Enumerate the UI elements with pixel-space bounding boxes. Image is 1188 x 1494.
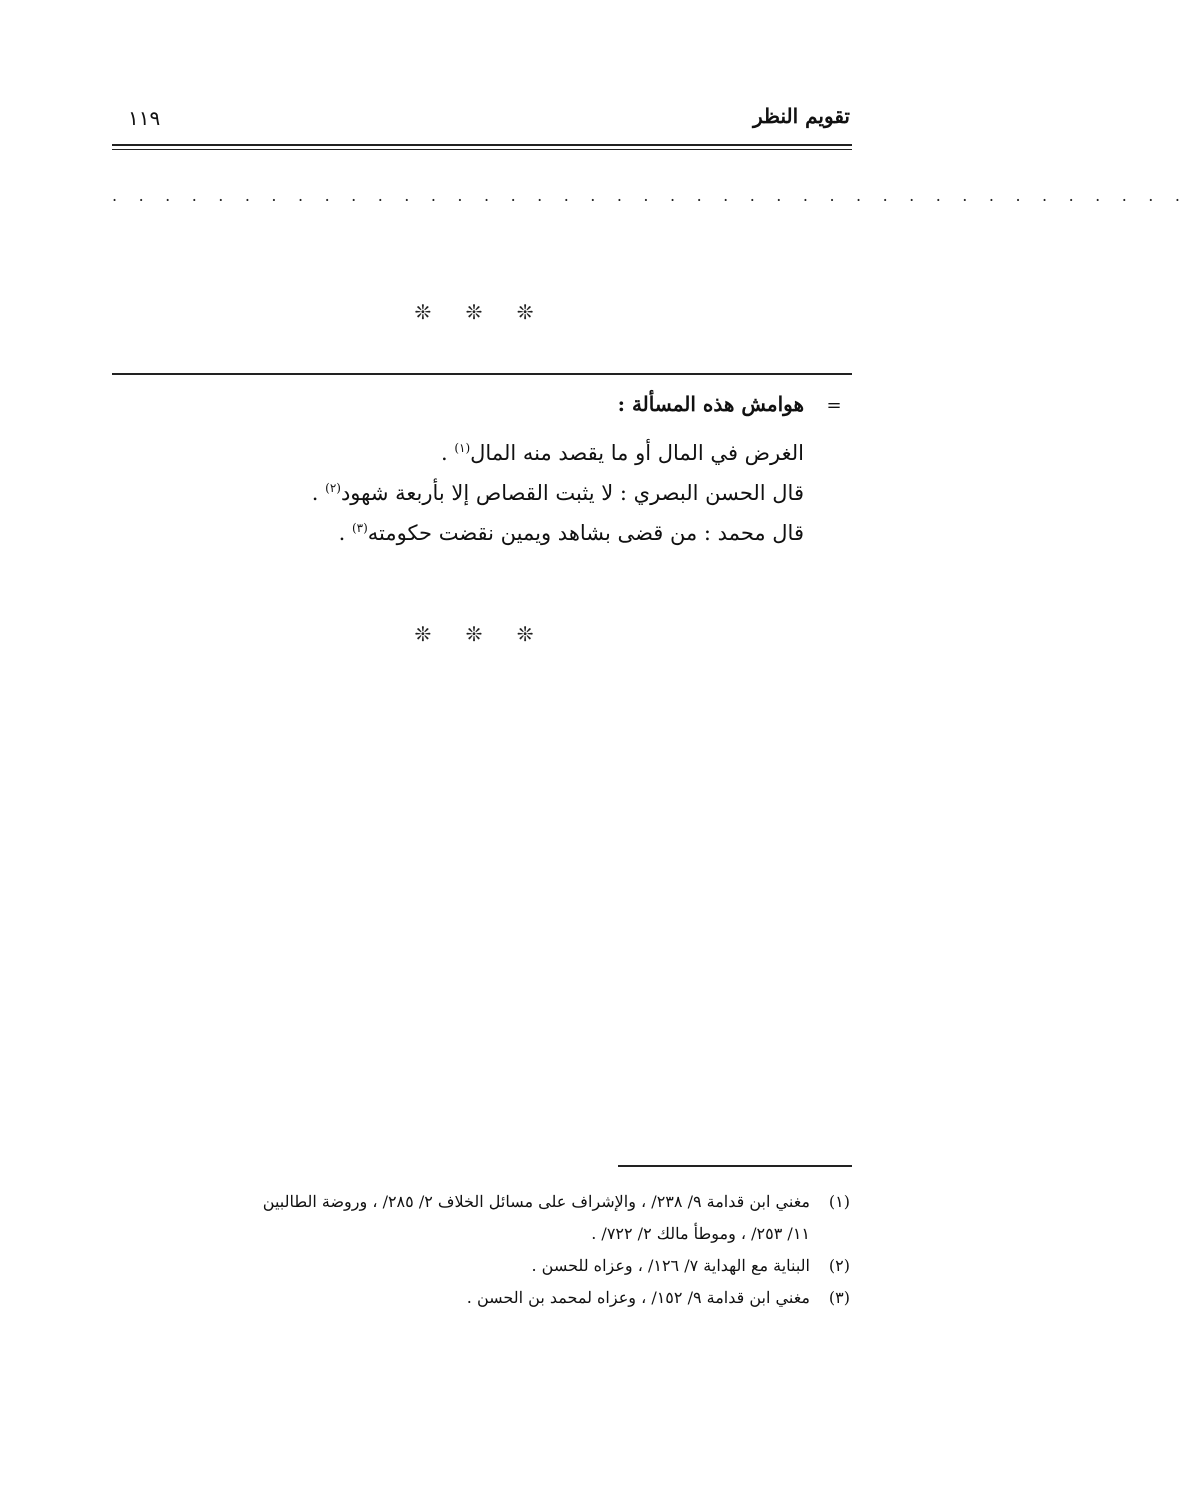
section-separator-bottom: ❊ ❊ ❊	[414, 622, 548, 646]
footnote-line: مغني ابن قدامة ٩/ ٢٣٨/ ، والإشراف على مسائل الخلاف ٢/ ٢٨٥/ ، وروضة الطالبين	[262, 1192, 810, 1211]
footnote-ref: (٣)	[351, 521, 368, 535]
footnote-text	[110, 1282, 810, 1314]
section-separator-top: ❊ ❊ ❊	[414, 300, 548, 324]
footnote-item	[110, 1250, 850, 1282]
note-line	[110, 468, 804, 508]
page-number: ١١٩	[128, 106, 161, 130]
continuation-marker: =	[826, 395, 842, 416]
footnote-ref: (٢)	[325, 481, 341, 495]
running-header-title: تقويم النظر	[753, 104, 850, 128]
footnote-number: (٢)	[828, 1256, 850, 1275]
footnote-rule	[618, 1165, 852, 1167]
note-end: .	[338, 521, 352, 545]
note-end: .	[440, 441, 455, 465]
note-text: الغرض في المال أو ما يقصد منه المال	[470, 441, 804, 465]
footnotes-block	[110, 1186, 850, 1314]
footnote-number: (٣)	[828, 1288, 850, 1307]
footnote-line: البناية مع الهداية ٧/ ١٢٦/ ، وعزاه للحسن .	[531, 1256, 810, 1275]
footnote-line: ١١/ ٢٥٣/ ، وموطأ مالك ٢/ ٧٢٢/ .	[591, 1224, 810, 1243]
note-text: قال محمد : من قضى بشاهد ويمين نقضت حكومته	[367, 521, 804, 545]
note-end: .	[311, 481, 326, 505]
footnote-text	[110, 1250, 810, 1282]
header-rule-thick	[112, 144, 852, 146]
footnote-text	[110, 1186, 810, 1250]
section-rule	[112, 373, 852, 375]
note-text: قال الحسن البصري : لا يثبت القصاص إلا بأربعة شهود	[340, 481, 804, 505]
footnote-line: مغني ابن قدامة ٩/ ١٥٢/ ، وعزاه لمحمد بن الحسن .	[466, 1288, 810, 1307]
note-line	[110, 508, 804, 548]
footnote-ref: (١)	[454, 441, 471, 455]
ellipsis-dots: . . . . . . . . . . . . . . . . . . . . . . . . . . . . . . . . . . . . . . . . .	[112, 186, 1188, 205]
header-rule-thin	[112, 149, 852, 150]
notes-heading-row	[110, 392, 850, 428]
footnote-number: (١)	[828, 1192, 850, 1211]
margin-notes-block	[110, 392, 850, 548]
footnote-item	[110, 1282, 850, 1314]
notes-heading: هوامش هذه المسألة :	[617, 392, 804, 416]
note-line	[110, 428, 804, 468]
footnote-item	[110, 1186, 850, 1250]
